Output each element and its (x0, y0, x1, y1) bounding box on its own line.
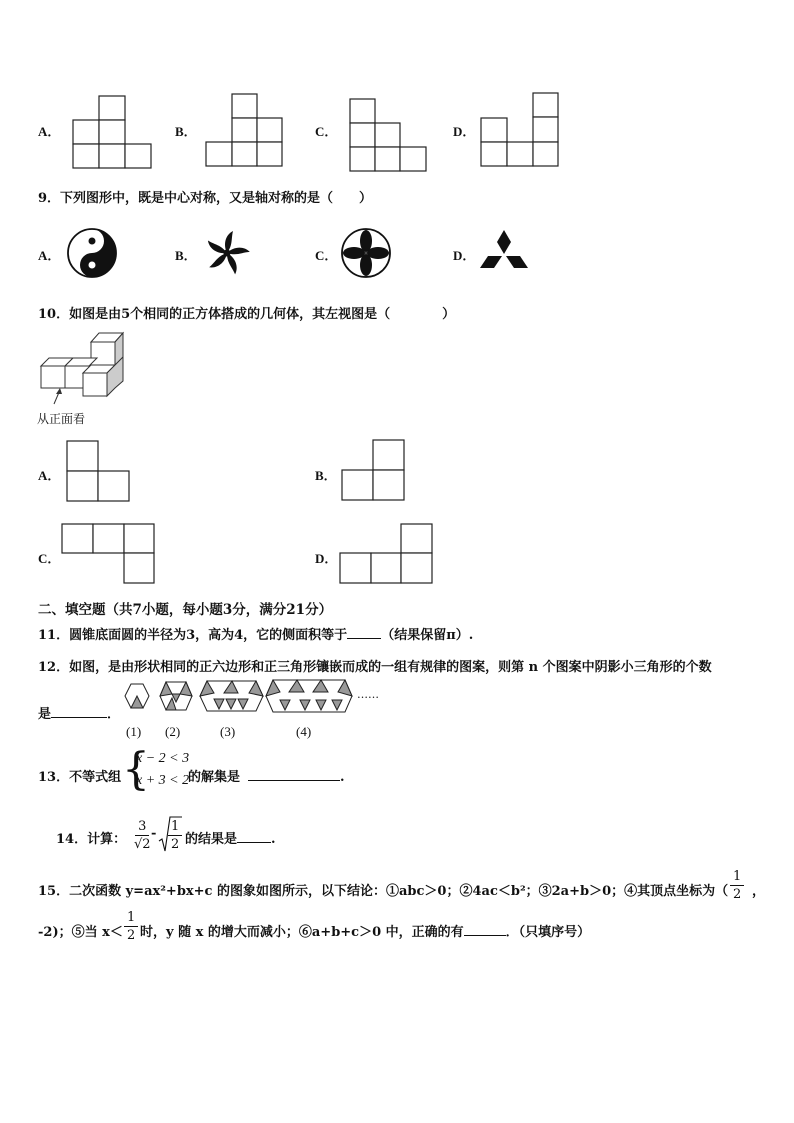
q10-option-c-label[interactable]: C． (38, 551, 61, 566)
q12-line2 (38, 703, 120, 722)
q14-root-den: 2 (171, 837, 180, 852)
q14-root-num: 1 (168, 818, 182, 836)
q12-prefix: 是 (38, 707, 52, 722)
q12-answer-blank[interactable] (51, 705, 107, 718)
q11-suffix: （结果保留π）. (381, 628, 474, 643)
q15-line1: 15．二次函数 y=ax²+bx+c 的图象如图所示，以下结论：①abc＞0；②4ac＜b²；③2a+b＞0；④其顶点坐标为（ (38, 884, 729, 899)
q13-answer-blank[interactable] (248, 768, 340, 781)
q15-line2-a: -2)；⑤当 x＜ (38, 925, 123, 940)
section2-title: 二、填空题（共7小题，每小题3分，满分21分） (38, 602, 333, 618)
q10-option-b-label[interactable]: B． (315, 468, 337, 483)
q15-vertex-num: 1 (730, 868, 744, 886)
q9-option-a-label[interactable]: A． (38, 248, 61, 263)
q14-tail (185, 828, 276, 847)
q12-caption-4: (4) (296, 724, 312, 739)
q13-end: . (340, 770, 345, 785)
q9-option-b-label[interactable]: B． (175, 248, 197, 263)
q15-cond-fraction (122, 909, 140, 944)
q14-prefix: 14．计算： (56, 832, 127, 847)
q15-vertex-den: 2 (733, 887, 742, 902)
q13-suffix: 的解集是 (188, 770, 241, 785)
q12-tessellation-figures (120, 676, 360, 718)
q15-line2-rest (140, 921, 590, 940)
q13-inequality-1: x − 2 < 3 (136, 751, 190, 766)
q8-option-d-label[interactable]: D． (453, 124, 476, 139)
q15-line2-b: 时，y 随 x 的增大而减小；⑥a+b+c＞0 中，正确的有 (140, 925, 464, 940)
q9-option-c-label[interactable]: C． (315, 248, 338, 263)
q13-prefix: 13．不等式组 (38, 770, 122, 785)
q15-answer-blank[interactable] (464, 923, 506, 936)
q15-line2 (38, 921, 123, 940)
q10-caption: 从正面看 (37, 412, 86, 426)
q15-cond-den: 2 (127, 928, 136, 943)
q14-end: . (271, 832, 276, 847)
q9-stem: 9．下列图形中，既是中心对称，又是轴对称的是（ ） (38, 191, 373, 206)
q9-option-d-label[interactable]: D． (453, 248, 476, 263)
q15-vertex-fraction (728, 868, 746, 903)
q8-option-b-label[interactable]: B． (175, 124, 197, 139)
q8-option-a-label[interactable]: A． (38, 124, 61, 139)
q13-tail (188, 766, 345, 785)
q12-caption-3: (3) (220, 724, 236, 739)
q12-caption-1: (1) (126, 724, 142, 739)
q12-suffix: ． (107, 707, 121, 722)
q12-line1: 12．如图，是由形状相同的正六边形和正三角形镶嵌而成的一组有规律的图案，则第 n 个图案中阴影小三角形的个数 (38, 660, 712, 675)
q12-dots: …… (357, 688, 379, 701)
q14-suffix: 的结果是 (185, 832, 238, 847)
q8-option-c-label[interactable]: C． (315, 124, 338, 139)
q14-answer-blank[interactable] (237, 830, 271, 843)
q15-cond-num: 1 (124, 909, 138, 927)
q11-answer-blank[interactable] (347, 626, 381, 639)
q14-frac-den: √2 (134, 837, 151, 852)
q13-brace: { (122, 744, 150, 795)
q10-stem: 10．如图是由5个相同的正方体搭成的几何体，其左视图是（ ） (38, 307, 456, 322)
q15-line2-c: ．（只填序号） (505, 925, 591, 940)
q15-line1-end: ， (752, 884, 766, 899)
q11-line (38, 624, 473, 643)
q10-option-d-label[interactable]: D． (315, 551, 338, 566)
q10-option-a-label[interactable]: A． (38, 468, 61, 483)
q14-minus: - (151, 826, 157, 841)
q14-root-fraction (166, 818, 184, 853)
q13-inequality-2: x + 3 < 2 (136, 773, 190, 788)
q12-caption-2: (2) (165, 724, 181, 739)
q14-frac-num: 3 (135, 818, 149, 836)
q11-text: 11．圆锥底面圆的半径为3，高为4，它的侧面积等于 (38, 628, 348, 643)
